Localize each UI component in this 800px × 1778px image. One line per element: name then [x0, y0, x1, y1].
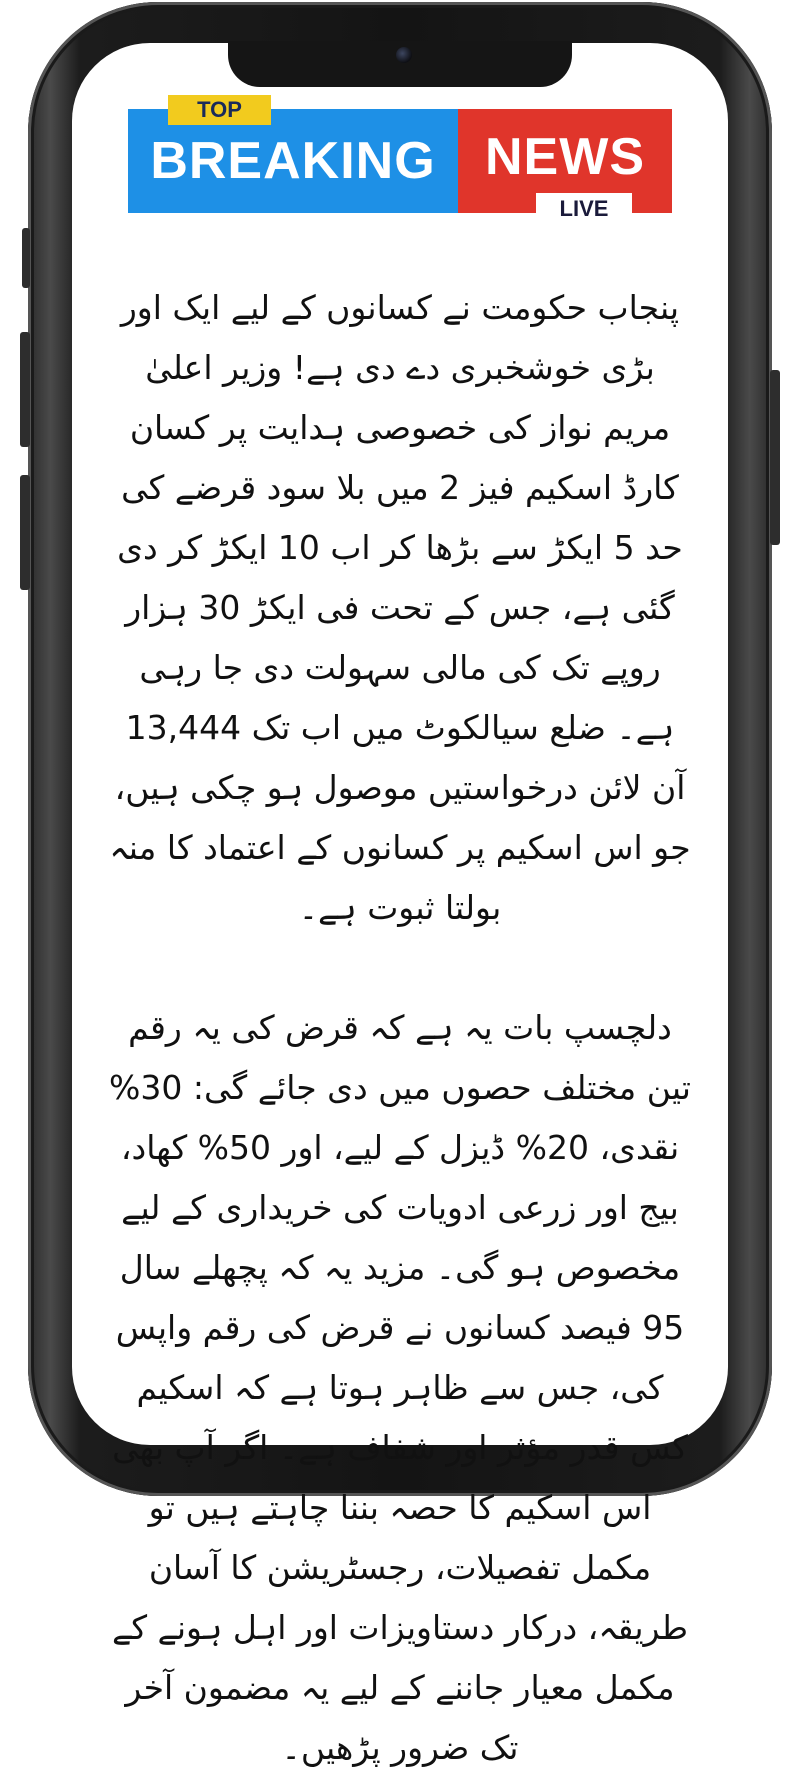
phone-screen: [72, 43, 728, 1767]
news-article: [108, 278, 692, 1778]
mute-switch: [22, 228, 30, 288]
power-button: [770, 370, 780, 545]
banner-news-label: NEWS: [458, 109, 672, 213]
breaking-news-banner: [128, 97, 672, 221]
front-camera-icon: [396, 47, 412, 63]
volume-down-button: [20, 475, 30, 590]
article-paragraph-2: دلچسپ بات یہ ہے کہ قرض کی یہ رقم تین مختلف حصوں میں دی جائے گی: 30% نقدی، 20% ڈیزل کے لیے، اور 50% کھاد، بیج اور زرعی ادویات کی خریداری کے لیے مخصوص ہو گی۔ مزید یہ کہ پچھلے سال 95 فیصد کسانوں نے قرض کی رقم واپس کی، جس سے ظاہر ہوتا ہے کہ اسکیم کس قدر مؤثر اور شفاف ہے۔ اگر آپ بھی اس اسکیم کا حصہ بننا چاہتے ہیں تو مکمل تفصیلات، رجسٹریشن کا آسان طریقہ، درکار دستاویزات اور اہل ہونے کے مکمل معیار جاننے کے لیے یہ مضمون آخر تک ضرور پڑھیں۔: [109, 1008, 691, 1767]
volume-up-button: [20, 332, 30, 447]
banner-top-tag: TOP: [168, 95, 271, 125]
banner-live-tag: LIVE: [536, 193, 632, 225]
article-paragraph-1: پنجاب حکومت نے کسانوں کے لیے ایک اور بڑی خوشخبری دے دی ہے! وزیر اعلیٰ مریم نواز کی خصوصی ہدایت پر کسان کارڈ اسکیم فیز 2 میں بلا سود قرضے کی حد 5 ایکڑ سے بڑھا کر اب 10 ایکڑ کر دی گئی ہے، جس کے تحت فی ایکڑ 30 ہزار روپے تک کی مالی سہولت دی جا رہی ہے۔ ضلع سیالکوٹ میں اب تک 13,444 آن لائن درخواستیں موصول ہو چکی ہیں، جو اس اسکیم پر کسانوں کے اعتماد کا منہ بولتا ثبوت ہے۔: [109, 288, 691, 927]
banner-breaking-label: BREAKING: [128, 109, 458, 213]
